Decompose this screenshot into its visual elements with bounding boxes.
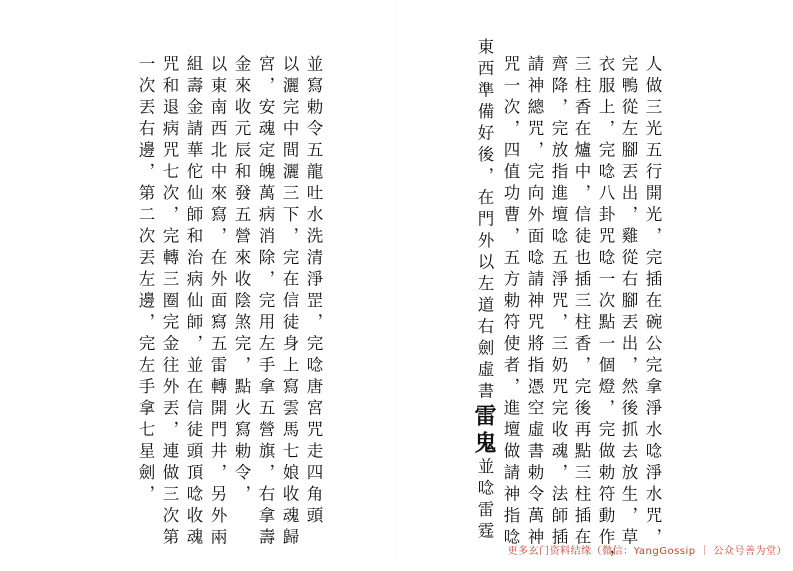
text-column: 金來收元辰和發五營來收陰煞完，點火寫勅令， [232,55,251,507]
text-column: 衣服上，完唸八卦咒唸一次點一個燈，完做勅符動作， [596,55,615,571]
text-column: 以灑完中間灑三下，完在信徒身上寫雲馬七娘收魂歸 [280,55,299,550]
footer-watermark: 更多玄门资料结缘（微信：YangGossip ｜ 公众号善为堂） [507,546,787,557]
text-column: 人做三光五行開光，完插在碗公完拿淨水唸淨水咒， [643,55,662,550]
text-line: 並唸雷霆 [475,457,494,544]
text-column: 組壽金請華佗仙師和治病仙師，並在信徒頭頂唸收魂 [184,55,203,550]
text-column: 咒和退病咒七次，完轉三圈完金往外丟，連做三次第 [160,55,179,550]
text-column: 三柱香在爐中，信徒也插三柱香，完後再點三柱插在 [572,55,591,550]
text-column: 以東南西北中來寫，在外面寫五雷轉開門井，另外兩 [208,55,227,550]
text-column: 咒一次，四值功曹，五方勅符使者，進壇做請神指唸 [501,55,520,550]
left-page [0,0,396,560]
text-column: 請神總咒，完向外面唸請神咒將指憑空虛書勅令萬神 [525,55,544,550]
text-column: 並寫勅令五龍吐水洗清淨罡，完唸唐宮咒走四角頭 [304,55,323,528]
text-column: 齊降，完放指進壇唸五淨咒，三奶咒完收魂，法師插 [549,55,568,550]
right-page [397,0,793,571]
text-line: 東西準備好後，在門外以左道右劍虛書 [475,38,494,404]
text-column [473,38,495,544]
text-column: 完鴨從左腳丟出，雞從右腳丟出，然後抓去放生，草 [619,55,638,550]
text-column: 宮，安魂定魄萬病消除，完用左手拿五營旗，右拿壽 [256,55,275,550]
talisman-glyph: 雷鬼 [471,403,497,458]
text-column: 一次丟右邊，第二次丟左邊，完左手拿七星劍， [136,55,155,507]
